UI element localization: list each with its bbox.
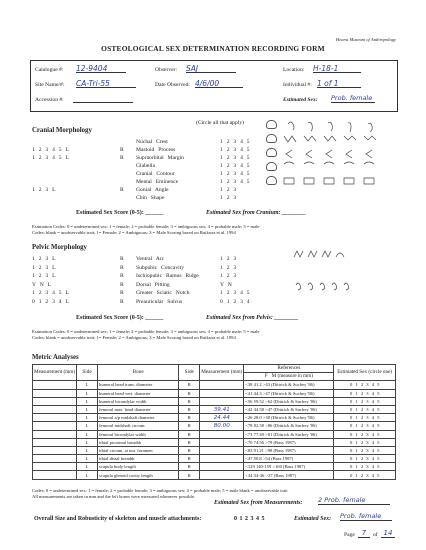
side-cell: R bbox=[179, 389, 200, 397]
trait-right-scores[interactable]: 1 2 3 4 5 bbox=[220, 290, 250, 297]
accession-field[interactable] bbox=[73, 94, 133, 103]
page-number-field[interactable]: 7 bbox=[358, 529, 370, 538]
bone-cell: humeral head vert. diameter bbox=[98, 389, 179, 397]
bone-cell: scapula body length bbox=[98, 463, 179, 471]
skull-sketch-3 bbox=[266, 148, 277, 157]
bone-cell: scapula glenoid cavity length bbox=[98, 471, 179, 479]
cranial-sex-label: Estimated Sex from Cranium: ________ bbox=[206, 210, 307, 216]
estimated-sex-codes[interactable]: 0 1 2 3 4 5 bbox=[334, 455, 396, 463]
page-label: Page bbox=[344, 532, 355, 538]
trait-right-scores[interactable]: 1 2 3 4 5 bbox=[220, 171, 250, 177]
trait-side-label: R bbox=[120, 273, 124, 280]
col-estimated-sex: Estimated Sex (circle one) bbox=[334, 365, 396, 381]
est-sex-field[interactable]: Prob. female bbox=[331, 94, 375, 103]
measurement-cell[interactable] bbox=[33, 463, 77, 471]
table-row bbox=[33, 397, 396, 405]
trait-name: Ischiopubic Ramus Ridge bbox=[136, 273, 199, 280]
trait-right-scores[interactable]: 1 2 3 bbox=[220, 187, 237, 193]
estimated-sex-codes[interactable]: 0 1 2 3 4 5 bbox=[334, 463, 396, 471]
reference-cell bbox=[244, 414, 334, 422]
reference-f2: 74.56 bbox=[253, 439, 264, 445]
pelvic-heading: Pelvic Morphology bbox=[32, 244, 87, 251]
table-row bbox=[33, 430, 396, 438]
metric-table bbox=[32, 364, 396, 480]
col-measurement: Measurement (mm) bbox=[33, 365, 77, 381]
reference-f2: 50.8 bbox=[253, 456, 262, 462]
measurement-cell[interactable] bbox=[33, 422, 77, 430]
bone-cell: tibial proximal breadth bbox=[98, 438, 179, 446]
skull-sketch-4 bbox=[266, 162, 277, 171]
bone-cell: femoral max. head diameter bbox=[98, 405, 179, 413]
table-row bbox=[33, 463, 396, 471]
trait-left-scores[interactable]: 1 2 3 L bbox=[32, 273, 56, 280]
trait-name: Dorsal Pitting bbox=[136, 281, 170, 288]
reference-f: <78 bbox=[245, 423, 253, 429]
estimated-sex-codes[interactable]: 0 1 2 3 4 5 bbox=[334, 422, 396, 430]
col-side-2: Side bbox=[179, 365, 200, 381]
reference-f: <70 bbox=[245, 439, 253, 445]
reference-f2: 91.21 bbox=[253, 447, 264, 453]
trait-row bbox=[32, 171, 267, 179]
trait-right-scores[interactable]: 0 1 2 3 4 bbox=[220, 299, 250, 305]
measurement-cell[interactable] bbox=[33, 446, 77, 454]
trait-right-scores[interactable]: 1 2 3 4 5 bbox=[220, 139, 250, 145]
trait-right-scores[interactable]: 1 2 3 bbox=[220, 264, 237, 271]
trait-side-label: R bbox=[120, 147, 124, 153]
trait-side-label: R bbox=[120, 281, 124, 288]
measurement-value[interactable]: 24.44 bbox=[200, 414, 244, 422]
observer-label: Observer: bbox=[155, 67, 178, 73]
trait-row bbox=[32, 256, 267, 264]
side-cell: R bbox=[179, 414, 200, 422]
side-cell: L bbox=[77, 446, 98, 454]
estimated-sex-codes[interactable]: 0 1 2 3 4 5 bbox=[334, 414, 396, 422]
side-cell: L bbox=[77, 397, 98, 405]
reference-f: <34 bbox=[245, 472, 253, 478]
pelvic-table bbox=[32, 256, 267, 310]
skull-sketch-2 bbox=[266, 134, 277, 143]
trait-row bbox=[32, 273, 267, 281]
side-cell: L bbox=[77, 455, 98, 463]
bone-cell: humeral bicondylar width bbox=[98, 397, 179, 405]
pelvic-trait-sketches bbox=[292, 247, 372, 307]
measurement-value[interactable]: 80.00 bbox=[200, 422, 244, 430]
measurement-cell[interactable] bbox=[33, 471, 77, 479]
reference-m: >47 (Dittrick & Suchey '86) bbox=[265, 407, 317, 413]
measurement-cell[interactable] bbox=[33, 455, 77, 463]
measurement-value[interactable] bbox=[200, 446, 244, 454]
bone-cell: tibial distal breadth bbox=[98, 455, 179, 463]
trait-left-scores[interactable]: 1 2 3 4 5 L bbox=[32, 155, 69, 161]
reference-m: >79 (Bass 1987) bbox=[265, 439, 296, 445]
metric-note-1: Codes: 0 = undetermined sex; 1 = female; 2 = probable female; 3 = ambiguous sex; 4 = probable male; 5 = male blank = unobservable trait bbox=[32, 488, 288, 493]
col-measure-in-mm: (measure in mm) bbox=[277, 372, 313, 379]
date-field[interactable]: 4/6/00 bbox=[195, 79, 243, 88]
col-side: Side bbox=[77, 365, 98, 381]
cranial-score-label: Estimated Sex Score (0-5): ______ bbox=[76, 210, 164, 216]
col-bone: Bone bbox=[98, 365, 179, 381]
table-row bbox=[33, 455, 396, 463]
trait-name: Ventral Arc bbox=[136, 256, 165, 262]
trait-name: Supraorbital Margin bbox=[136, 155, 184, 161]
reference-m: >98 (Bass 1987) bbox=[265, 447, 296, 453]
metric-sex-label: Estimated Sex from Measurements: bbox=[214, 500, 303, 506]
pelvic-note-1: Estimation Codes: 0 = undetermined sex; 1 = female; 2 = probable female; 3 = ambiguous sex; 4 = probable male; 5 = male bbox=[32, 329, 260, 334]
reference-f: <47 bbox=[245, 456, 253, 462]
footer-est-sex-field[interactable]: Prob. female bbox=[340, 512, 392, 521]
skull-sketch-1 bbox=[266, 120, 277, 129]
col-m: M bbox=[271, 372, 277, 379]
side-cell: R bbox=[179, 463, 200, 471]
reference-m: >86 (Dittrick & Suchey '86) bbox=[265, 423, 317, 429]
site-label: Site Name/#: bbox=[35, 82, 65, 88]
estimated-sex-codes[interactable]: 0 1 2 3 4 5 bbox=[334, 389, 396, 397]
side-cell: L bbox=[77, 405, 98, 413]
cranial-heading: Cranial Morphology bbox=[32, 127, 92, 134]
reference-m: >47 (Dittrick & Suchey '86) bbox=[262, 390, 315, 396]
estimated-sex-codes[interactable]: 0 1 2 3 4 5 bbox=[334, 446, 396, 454]
metric-sex-field[interactable]: 2 Prob. female bbox=[318, 496, 390, 505]
pelvic-score-label: Estimated Sex Score (0-5): ______ bbox=[76, 315, 164, 321]
trait-row bbox=[32, 282, 267, 290]
col-references: References bbox=[244, 365, 334, 373]
reference-cell bbox=[244, 471, 334, 479]
measurement-cell[interactable] bbox=[33, 430, 77, 438]
trait-row bbox=[32, 265, 267, 273]
reference-f2: 59.52 bbox=[253, 398, 264, 404]
reference-cell bbox=[244, 389, 334, 397]
reference-f2: 82.58 bbox=[253, 423, 264, 429]
reference-f2: 77.49 bbox=[253, 431, 264, 437]
reference-m: >81 (Dittrick & Suchey '86) bbox=[265, 431, 317, 437]
side-cell: L bbox=[77, 438, 98, 446]
trait-right-scores[interactable]: 1 2 3 4 5 bbox=[220, 155, 250, 161]
side-cell: R bbox=[179, 422, 200, 430]
circle-note: (Circle all that apply) bbox=[196, 120, 244, 126]
reference-cell bbox=[244, 381, 334, 389]
trait-row bbox=[32, 155, 267, 163]
bone-cell: femoral bicondylar width bbox=[98, 430, 179, 438]
trait-row bbox=[32, 163, 267, 171]
trait-right-scores[interactable]: 1 2 3 bbox=[220, 256, 237, 262]
table-row bbox=[33, 446, 396, 454]
trait-left-scores[interactable]: 1 2 3 4 5 L bbox=[32, 290, 69, 297]
reference-m: >37 (Bass 1987) bbox=[265, 472, 296, 478]
reference-cell bbox=[244, 446, 334, 454]
catalogue-field[interactable]: 12-9404 bbox=[76, 64, 126, 73]
trait-name: Chin Shape bbox=[136, 195, 165, 201]
measurement-cell[interactable] bbox=[33, 438, 77, 446]
trait-right-scores[interactable]: 1 2 3 bbox=[220, 195, 237, 201]
measurement-value[interactable] bbox=[200, 430, 244, 438]
side-cell: L bbox=[77, 381, 98, 389]
header-box bbox=[30, 60, 398, 112]
side-cell: R bbox=[179, 438, 200, 446]
individual-field[interactable]: 1 of 1 bbox=[317, 79, 361, 88]
bone-cell: tibial circum. at nut. foramen bbox=[98, 446, 179, 454]
reference-m: >62 (Dittrick & Suchey '86) bbox=[265, 398, 317, 404]
reference-f2: 41.2 bbox=[253, 382, 262, 388]
reference-cell bbox=[244, 422, 334, 430]
trait-row bbox=[32, 290, 267, 298]
of-label: of bbox=[373, 532, 378, 538]
estimated-sex-codes[interactable]: 0 1 2 3 4 5 bbox=[334, 438, 396, 446]
side-cell: R bbox=[179, 430, 200, 438]
trait-left-scores[interactable]: 1 2 3 L bbox=[32, 187, 56, 193]
col-measurement-2: Measurement (mm) bbox=[200, 365, 244, 381]
reference-f: <38 bbox=[245, 382, 253, 388]
reference-f2: 34-36 bbox=[253, 472, 265, 478]
reference-f2: 28.0 bbox=[253, 415, 262, 421]
total-pages-field[interactable]: 14 bbox=[381, 529, 395, 538]
estimated-sex-codes[interactable]: 0 1 2 3 4 5 bbox=[334, 430, 396, 438]
side-cell: L bbox=[77, 422, 98, 430]
trait-left-scores[interactable]: Y N L bbox=[32, 281, 52, 288]
bone-cell: humeral head trans. diameter bbox=[98, 381, 179, 389]
trait-row bbox=[32, 195, 267, 203]
reference-m: >160 (Bass 1987) bbox=[272, 464, 306, 470]
table-row bbox=[33, 471, 396, 479]
trait-name: Mental Eminence bbox=[136, 179, 179, 185]
trait-name: Greater Sciatic Notch bbox=[136, 290, 190, 297]
reference-cell bbox=[244, 438, 334, 446]
reference-m: >30 (Dittrick & Suchey '86) bbox=[262, 415, 315, 421]
pelvic-sex-label: Estimated Sex from Pelvis: ________ bbox=[206, 315, 299, 321]
trait-name: Subpubic Concavity bbox=[136, 264, 185, 271]
reference-cell bbox=[244, 397, 334, 405]
trait-right-scores[interactable]: 1 2 3 4 5 bbox=[220, 179, 250, 185]
reference-cell bbox=[244, 455, 334, 463]
bone-cell: femoral midshaft circum. bbox=[98, 422, 179, 430]
est-sex-label: Estimated Sex: bbox=[283, 97, 318, 103]
side-cell: R bbox=[179, 471, 200, 479]
side-cell: R bbox=[179, 397, 200, 405]
accession-label: Accession #: bbox=[35, 97, 64, 103]
observer-field[interactable]: SAJ bbox=[186, 64, 236, 73]
table-row bbox=[33, 438, 396, 446]
trait-row bbox=[32, 299, 267, 307]
side-cell: R bbox=[179, 455, 200, 463]
cranial-note-1: Estimation Codes: 0 = undetermined sex; 1 = female; 2 = probable female; 3 = ambiguous sex; 4 = probable male; 5 = male bbox=[32, 224, 260, 229]
side-cell: R bbox=[179, 446, 200, 454]
table-row bbox=[33, 389, 396, 397]
reference-cell bbox=[244, 405, 334, 413]
trait-row bbox=[32, 179, 267, 187]
trait-side-label: R bbox=[120, 155, 124, 161]
table-row bbox=[33, 422, 396, 430]
reference-f: <73 bbox=[245, 431, 253, 437]
trait-right-scores[interactable]: 1 2 3 4 5 bbox=[220, 163, 250, 169]
measurement-cell[interactable] bbox=[33, 389, 77, 397]
col-f: F bbox=[264, 372, 268, 379]
trait-left-scores[interactable]: 1 2 3 L bbox=[32, 264, 56, 271]
location-field[interactable]: H-18-1 bbox=[313, 64, 361, 73]
cranial-note-2: Codes: blank = unobservable trait; 1= Female; 2 = Ambiguous; 3 = Male Scoring based on Buikstra et al. 1994 bbox=[32, 230, 236, 235]
reference-f: <56 bbox=[245, 398, 253, 404]
reference-f2: 44.3 bbox=[253, 390, 262, 396]
side-cell: L bbox=[77, 430, 98, 438]
form-title: OSTEOLOGICAL SEX DETERMINATION RECORDING FORM bbox=[101, 44, 325, 53]
table-row bbox=[33, 381, 396, 389]
footer-est-sex-label: Estimated Sex: bbox=[294, 516, 332, 522]
reference-cell bbox=[244, 430, 334, 438]
table-row bbox=[33, 414, 396, 422]
trait-row bbox=[32, 187, 267, 195]
table-row bbox=[33, 405, 396, 413]
metric-heading: Metric Analyses bbox=[32, 354, 79, 361]
trait-side-label: R bbox=[120, 256, 124, 262]
location-label: Location: bbox=[283, 67, 305, 73]
side-cell: L bbox=[77, 471, 98, 479]
side-cell: R bbox=[179, 405, 200, 413]
measurement-value[interactable] bbox=[200, 438, 244, 446]
reference-m: >54 (Bass 1987) bbox=[262, 456, 294, 462]
trait-name: Glabella bbox=[136, 163, 155, 169]
robusticity-label: Overall Size and Robusticity of skeleton and muscle attachments: bbox=[34, 516, 202, 522]
side-cell: L bbox=[77, 389, 98, 397]
date-label: Date Observed: bbox=[155, 82, 190, 88]
estimated-sex-codes[interactable]: 0 1 2 3 4 5 bbox=[334, 397, 396, 405]
measurement-value[interactable] bbox=[200, 397, 244, 405]
cranial-trait-sketches bbox=[282, 120, 394, 190]
trait-right-scores[interactable]: Y N bbox=[220, 281, 232, 288]
individual-label: Individual #: bbox=[283, 82, 312, 88]
robusticity-scale[interactable]: 0 1 2 3 4 5 bbox=[234, 516, 265, 522]
reference-f2: 44.58 bbox=[253, 407, 264, 413]
trait-side-label: R bbox=[120, 264, 124, 271]
measurement-cell[interactable] bbox=[33, 414, 77, 422]
trait-side-label: R bbox=[120, 299, 124, 305]
measurement-value[interactable] bbox=[200, 463, 244, 471]
trait-left-scores[interactable]: 0 1 2 3 4 L bbox=[32, 299, 69, 305]
skull-sketch-5 bbox=[266, 176, 277, 185]
reference-m: >43 (Dittrick & Suchey '86) bbox=[262, 382, 315, 388]
catalogue-label: Catalogue #: bbox=[35, 67, 64, 73]
measurement-value[interactable] bbox=[200, 455, 244, 463]
trait-row bbox=[32, 139, 267, 147]
cranial-table bbox=[32, 139, 267, 203]
trait-left-scores[interactable]: 1 2 3 4 5 L bbox=[32, 147, 69, 153]
site-field[interactable]: CA-Tri-55 bbox=[76, 79, 136, 88]
estimated-sex-codes[interactable]: 0 1 2 3 4 5 bbox=[334, 471, 396, 479]
reference-f: <83 bbox=[245, 447, 253, 453]
measurement-value[interactable] bbox=[200, 381, 244, 389]
reference-f: <129 bbox=[245, 464, 255, 470]
trait-side-label: R bbox=[120, 290, 124, 297]
trait-right-scores[interactable]: 1 2 3 4 5 bbox=[220, 147, 250, 153]
side-cell: R bbox=[179, 381, 200, 389]
side-cell: L bbox=[77, 463, 98, 471]
cranial-sketch-panel bbox=[266, 120, 396, 195]
trait-name: Preauricular Sulcus bbox=[136, 299, 183, 305]
trait-row bbox=[32, 147, 267, 155]
measurement-cell[interactable] bbox=[33, 397, 77, 405]
trait-right-scores[interactable]: 1 2 3 bbox=[220, 273, 237, 280]
reference-f: <26 bbox=[245, 415, 253, 421]
reference-f: <42 bbox=[245, 407, 253, 413]
measurement-value[interactable] bbox=[200, 471, 244, 479]
reference-cell bbox=[244, 463, 334, 471]
trait-name: Mastoid Process bbox=[136, 147, 176, 153]
estimated-sex-codes[interactable]: 0 1 2 3 4 5 bbox=[334, 405, 396, 413]
institution-name: Hearst Museum of Anthropology bbox=[335, 37, 396, 42]
side-cell: L bbox=[77, 414, 98, 422]
reference-f2: 140-159 bbox=[255, 464, 272, 470]
metric-note-2: All measurements are taken in mm and the left bones were measured whenever possible. bbox=[32, 494, 196, 499]
pelvic-note-2: Codes: blank = unobservable trait; 1= Female; 2 = Ambiguous; 3 = Male Scoring based on Buikstra et al. 1994 bbox=[32, 335, 236, 340]
trait-name: Nuchal Crest bbox=[136, 139, 168, 145]
metric-table-wrap bbox=[32, 364, 396, 480]
reference-f: <41 bbox=[245, 390, 253, 396]
measurement-value[interactable]: 39.41 bbox=[200, 405, 244, 413]
trait-side-label: R bbox=[120, 187, 124, 193]
bone-cell: femoral a/p midshaft diameter bbox=[98, 414, 179, 422]
trait-name: Cranial Contour bbox=[136, 171, 175, 177]
estimated-sex-codes[interactable]: 0 1 2 3 4 5 bbox=[334, 381, 396, 389]
measurement-value[interactable] bbox=[200, 389, 244, 397]
trait-name: Gonial Angle bbox=[136, 187, 169, 193]
measurement-cell[interactable] bbox=[33, 405, 77, 413]
col-references-sub bbox=[244, 373, 334, 381]
trait-left-scores[interactable]: 1 2 3 L bbox=[32, 256, 56, 262]
measurement-cell[interactable] bbox=[33, 381, 77, 389]
